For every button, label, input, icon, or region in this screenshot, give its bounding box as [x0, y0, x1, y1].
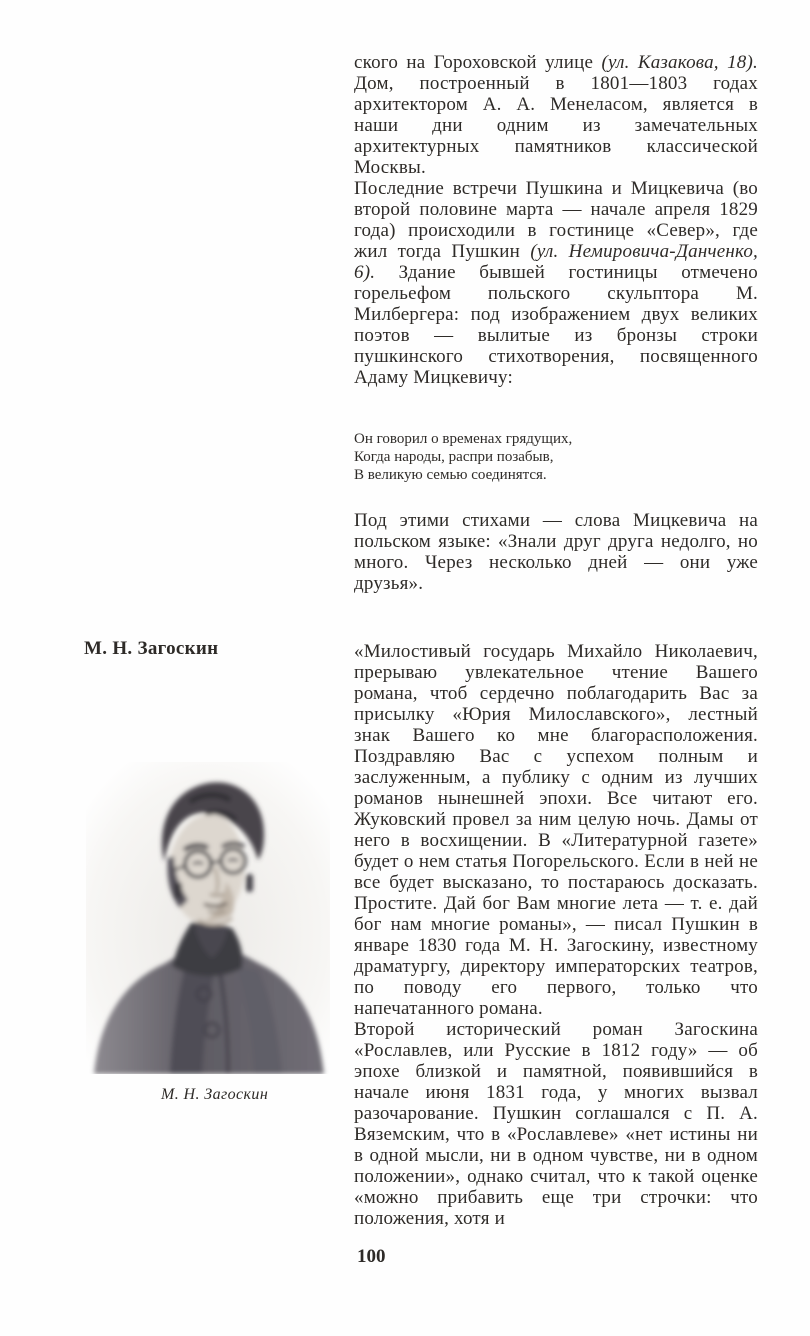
paragraph-roslavlev: Второй исторический роман Загоскина «Рославлев, или Русские в 1812 году» — об эпохе близкой и памятной, появившийся в начале июня 1831 года, у многих вызвал разочарование. Пушкин соглашался с П. А. Вяземским, что в «Рославлеве» «нет истины ни в одной мысли, ни в одном чувстве, ни в одном положении», однако считал, что к такой оценке «можно прибавить еще три строчки: что положения, хотя и: [354, 1019, 758, 1229]
poem-line: Он говорил о временах грядущих,: [354, 431, 573, 447]
poem-line: В великую семью соединятся.: [354, 467, 547, 483]
page-number: 100: [357, 1246, 386, 1267]
poem-line: Когда народы, распри позабыв,: [354, 449, 554, 465]
portrait-sketch-image: [86, 762, 330, 1074]
paragraph-mickiewicz-words: Под этими стихами — слова Мицкевича на польском языке: «Знали друг друга недолго, но много. Через несколько дней — они уже друзья».: [354, 510, 758, 594]
poem-quote: [354, 430, 758, 484]
street-reference-italic: (ул. Казакова, 18).: [601, 52, 758, 73]
portrait-illustration: [86, 762, 330, 1074]
paragraph-continuation: [354, 52, 758, 178]
paragraph-pushkin-letter: «Милостивый государь Михайло Николаевич, прерываю увлекательное чтение Вашего романа, чтоб сердечно поблагодарить Вас за присылку «Юрия Милославского», лестный знак Вашего ко мне благорасположения. Поздравляю Вас с успехом полным и заслуженным, а публику с одним из лучших романов нынешней эпохи. Все читают его. Жуковский провел за ним целую ночь. Дамы от него в восхищении. В «Литературной газете» будет о нем статья Погорельского. Если в ней не все будет высказано, то постараюсь досказать. Простите. Дай бог Вам многие лета — т. е. дай бог нам многие романы», — писал Пушкин в январе 1830 года М. Н. Загоскину, известному драматургу, директору императорских театров, по поводу его первого, только что напечатанного романа.: [354, 641, 758, 1019]
paragraph-last-meetings: [354, 178, 758, 388]
portrait-caption: М. Н. Загоскин: [161, 1086, 269, 1103]
street-reference-italic: (ул. Немировича-Данченко, 6).: [354, 241, 758, 283]
paragraph-text: Дом, построенный в 1801—1803 годах архитектором А. А. Менеласом, является в наши дни одним из замечательных архитектурных памятников классической Москвы.: [354, 73, 758, 178]
text-block-letter: [354, 641, 758, 1229]
paragraph-text: ского на Гороховской улице: [354, 52, 602, 73]
paragraph-text: Здание бывшей гостиницы отмечено горельефом польского скульптора М. Милбергера: под изображением двух великих поэтов — вылитые из бронзы строки пушкинского стихотворения, посвященного Адаму Мицкевичу:: [354, 262, 758, 388]
section-heading: М. Н. Загоскин: [84, 638, 219, 659]
paragraph-text: Последние встречи Пушкина и Мицкевича (во второй половине марта — начале апреля 1829 года) происходили в гостинице «Север», где жил тогда Пушкин: [354, 178, 758, 262]
text-block-top: [354, 52, 758, 388]
text-block-under-poem: [354, 510, 758, 594]
